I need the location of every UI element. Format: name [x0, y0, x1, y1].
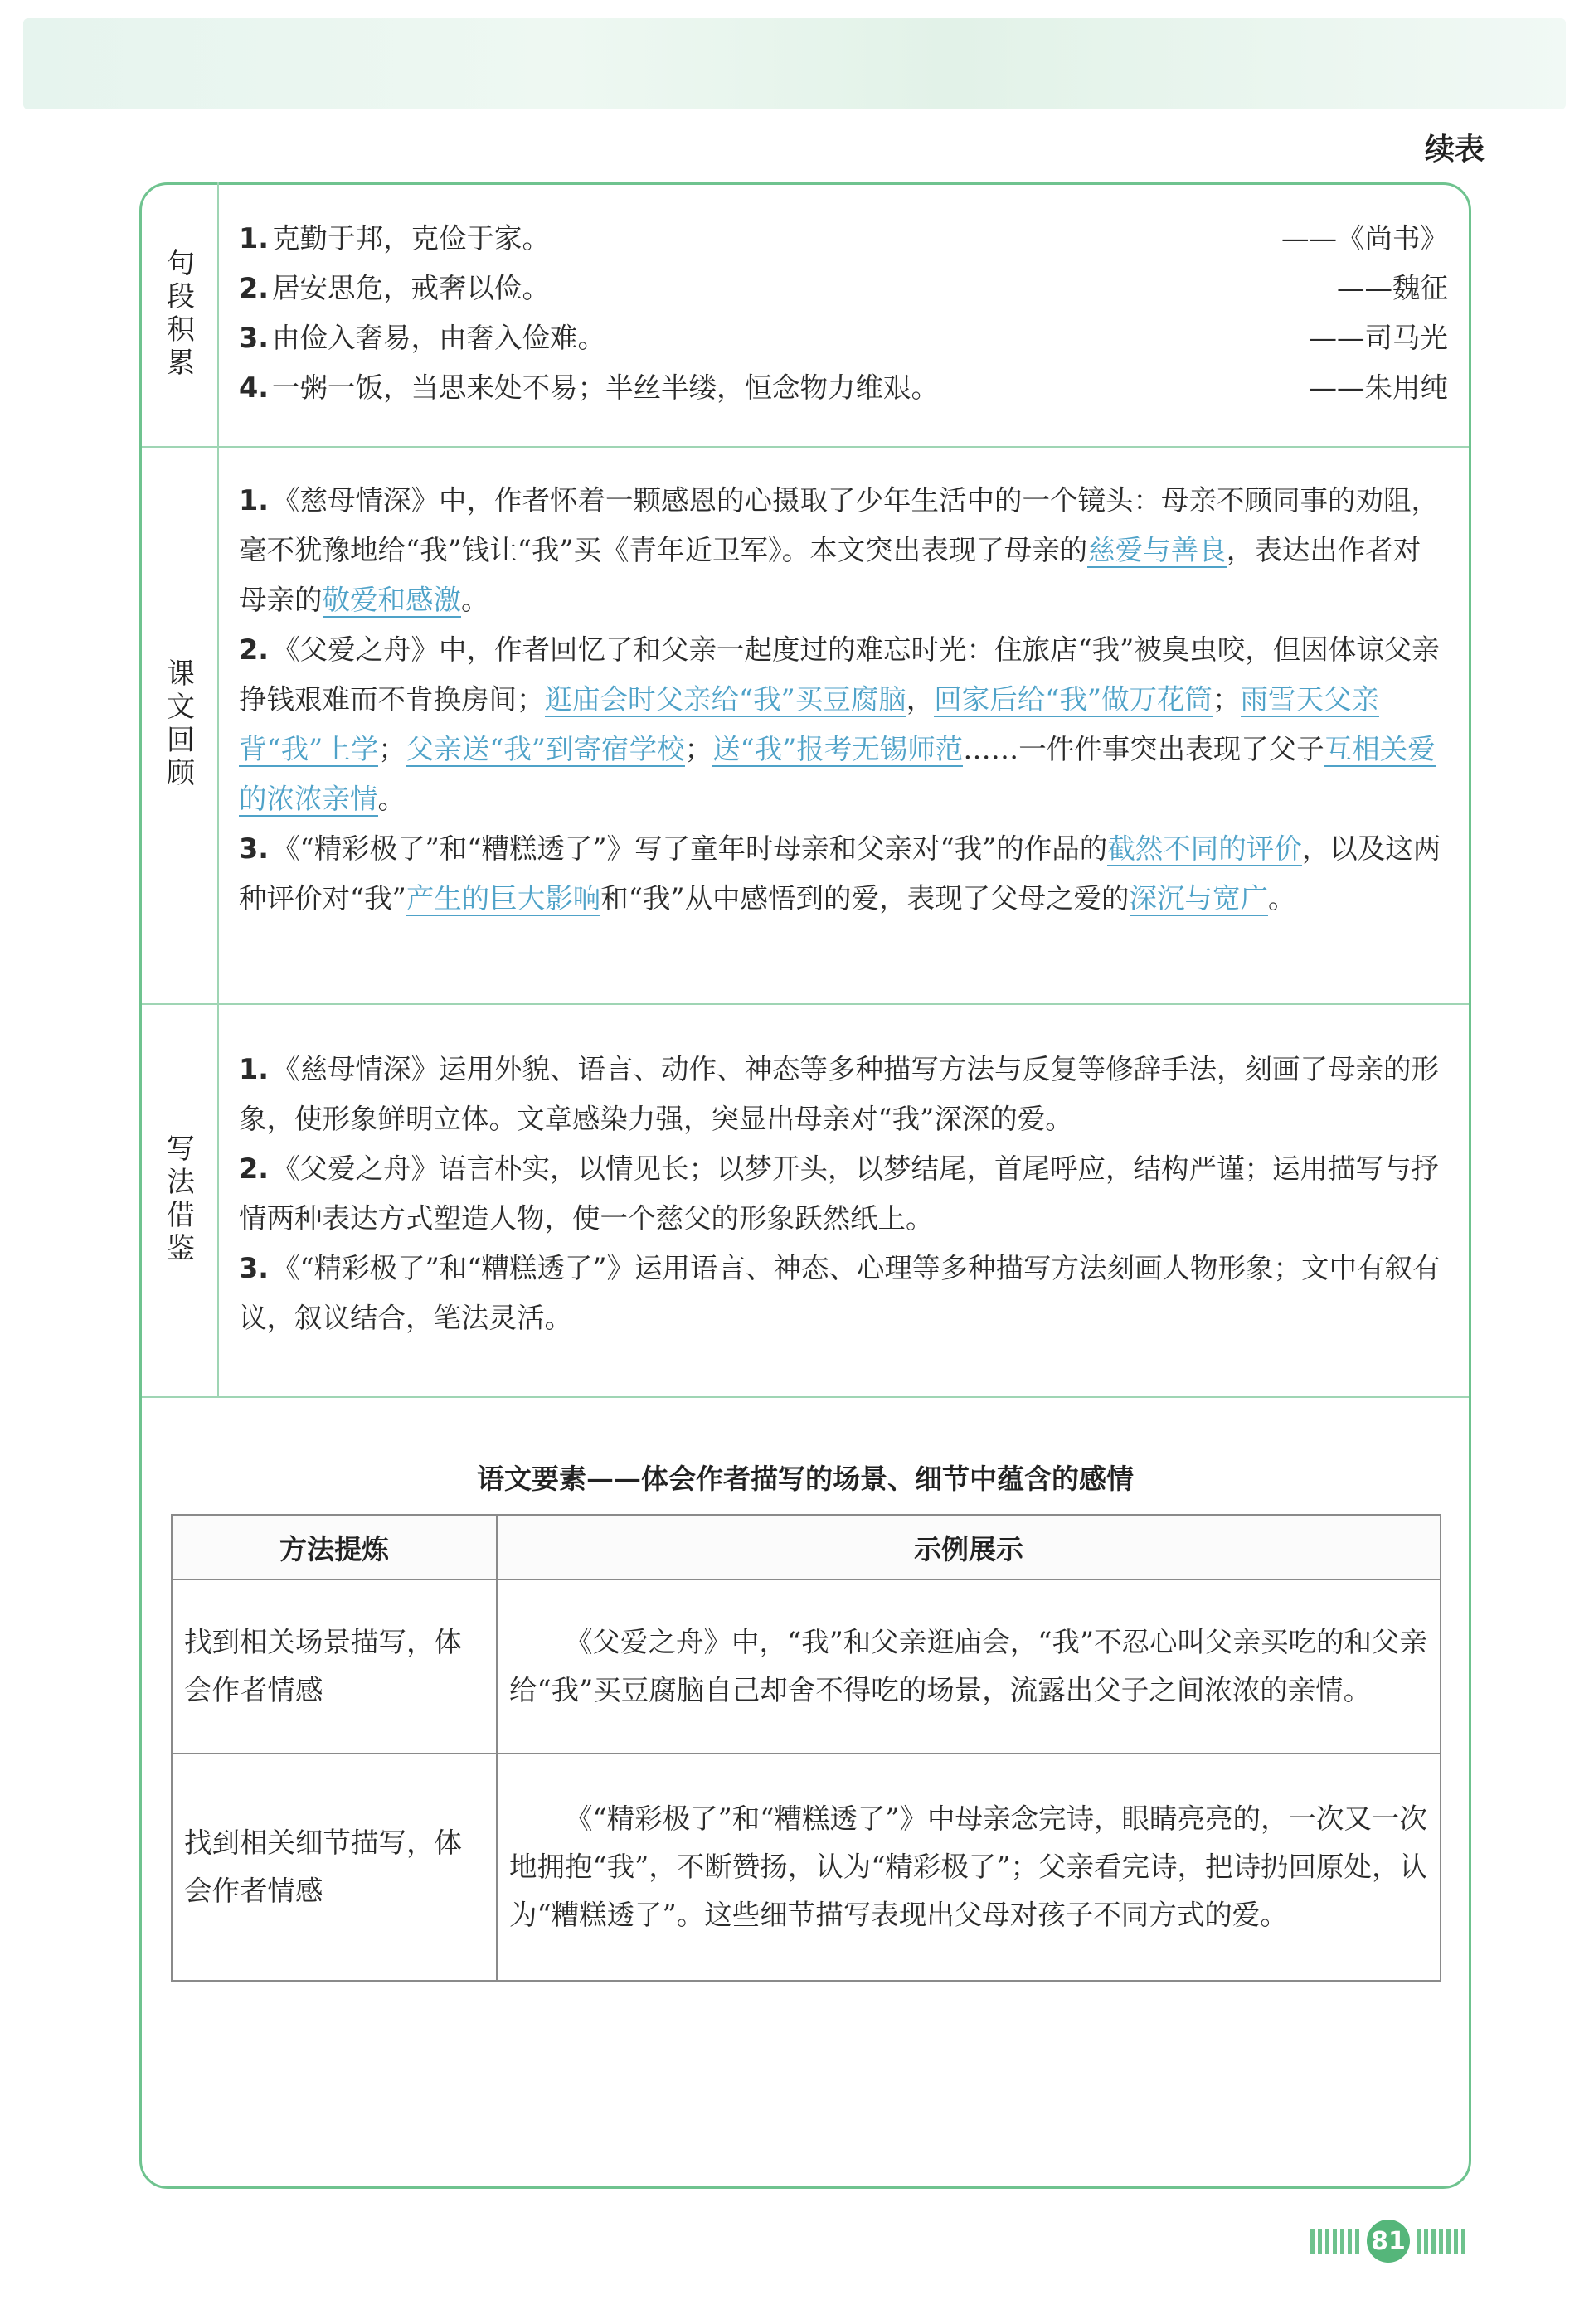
phrase-source: ——朱用纯 [1309, 371, 1448, 404]
phrases-section [139, 182, 1471, 446]
phrase-source: ——司马光 [1309, 322, 1448, 354]
grid-decoration-icon [1417, 2229, 1466, 2254]
phrase-item: 4. 一粥一饭，当思来处不易；半丝半缕，恒念物力维艰。 ——朱用纯 [239, 363, 1448, 413]
continue-label: 续表 [1424, 133, 1485, 167]
table-header: 示例展示 [497, 1515, 1441, 1579]
writing-item: 1. 《慈母情深》运用外貌、语言、动作、神态等多种描写方法与反复等修辞手法，刻画了母亲的形象，使形象鲜明立体。文章感染力强，突显出母亲对“我”深深的爱。 [239, 1053, 1440, 1135]
answer-text: 敬爱和感激 [322, 584, 461, 616]
writing-label: 写法借鉴 [161, 1133, 195, 1266]
table-header-row [172, 1515, 1441, 1579]
section-divider [142, 1396, 1469, 1398]
answer-text: 雨雪天父亲背“我”上学 [239, 683, 1380, 765]
grid-decoration-icon [1310, 2229, 1360, 2254]
writing-content [239, 1045, 1448, 1343]
table-header: 方法提炼 [172, 1515, 497, 1579]
answer-text: 回家后给“我”做万花筒 [934, 683, 1213, 716]
answer-text: 截然不同的评价 [1107, 832, 1302, 865]
phrases-label: 句段积累 [161, 248, 195, 381]
answer-text: 产生的巨大影响 [406, 882, 601, 915]
answer-text: 送“我”报考无锡师范 [712, 733, 964, 765]
phrases-label-col [139, 182, 219, 446]
example-cell: 《“精彩极了”和“糟糕透了”》中母亲念完诗，眼睛亮亮的，一次又一次地拥抱“我”，不断赞扬，认为“精彩极了”；父亲看完诗，把诗扔回原处，认为“糟糕透了”。这些细节描写表现出父母对孩子不同方式的爱。 [497, 1754, 1441, 1981]
table-row [172, 1579, 1441, 1754]
page-number: 81 [1367, 2220, 1410, 2263]
method-table [171, 1514, 1441, 1982]
review-item-1: 1. 《慈母情深》中，作者怀着一颗感恩的心摄取了少年生活中的一个镜头：母亲不顾同事的劝阻，毫不犹豫地给“我”钱让“我”买《青年近卫军》。本文突出表现了母亲的慈爱与善良，表达出作者对母亲的敬爱和感激。 [239, 484, 1440, 616]
review-item-3: 3. 《“精彩极了”和“糟糕透了”》写了童年时母亲和父亲对“我”的作品的截然不同的评价，以及这两种评价对“我”产生的巨大影响和“我”从中感悟到的爱，表现了父母之爱的深沉与宽广。 [239, 832, 1441, 915]
example-cell: 《父爱之舟》中，“我”和父亲逛庙会，“我”不忍心叫父亲买吃的和父亲给“我”买豆腐脑自己却舍不得吃的场景，流露出父子之间浓浓的亲情。 [497, 1579, 1441, 1754]
method-cell: 找到相关场景描写，体会作者情感 [172, 1579, 497, 1754]
writing-item: 2. 《父爱之舟》语言朴实，以情见长；以梦开头，以梦结尾，首尾呼应，结构严谨；运用描写与抒情两种表达方式塑造人物，使一个慈父的形象跃然纸上。 [239, 1152, 1440, 1235]
phrase-item: 2. 居安思危，戒奢以俭。 ——魏征 [239, 264, 1448, 313]
phrase-source: ——《尚书》 [1281, 222, 1448, 255]
phrase-item: 1. 克勤于邦，克俭于家。 ——《尚书》 [239, 214, 1448, 264]
review-label-col [139, 446, 219, 1003]
phrase-source: ——魏征 [1337, 272, 1448, 304]
review-section [139, 446, 1471, 1003]
elements-title: 语文要素——体会作者描写的场景、细节中蕴含的感情 [477, 1463, 1134, 1495]
review-content [239, 476, 1448, 924]
answer-text: 慈爱与善良 [1087, 534, 1227, 566]
method-cell: 找到相关细节描写，体会作者情感 [172, 1754, 497, 1981]
table-row [172, 1754, 1441, 1981]
review-item-2: 2. 《父爱之舟》中，作者回忆了和父亲一起度过的难忘时光：住旅店“我”被臭虫咬，但因体谅父亲挣钱艰难而不肯换房间；逛庙会时父亲给“我”买豆腐脑，回家后给“我”做万花筒；雨雪天父亲背“我”上学；父亲送“我”到寄宿学校；送“我”报考无锡师范……一件件事突出表现了父子互相关爱的浓浓亲情。 [239, 633, 1440, 815]
phrase-item: 3. 由俭入奢易，由奢入俭难。 ——司马光 [239, 313, 1448, 363]
answer-text: 父亲送“我”到寄宿学校 [406, 733, 685, 765]
phrases-content [239, 214, 1448, 413]
header-band [23, 18, 1566, 109]
answer-text: 逛庙会时父亲给“我”买豆腐脑 [544, 683, 906, 716]
review-label: 课文回顾 [161, 658, 195, 791]
writing-section [139, 1003, 1471, 1396]
answer-text: 深沉与宽广 [1129, 882, 1269, 915]
page-number-area [1310, 2219, 1473, 2263]
writing-item: 3. 《“精彩极了”和“糟糕透了”》运用语言、神态、心理等多种描写方法刻画人物形象；文中有叙有议，叙议结合，笔法灵活。 [239, 1252, 1441, 1334]
writing-label-col [139, 1003, 219, 1396]
answer-text: 互相关爱的浓浓亲情 [239, 733, 1436, 815]
